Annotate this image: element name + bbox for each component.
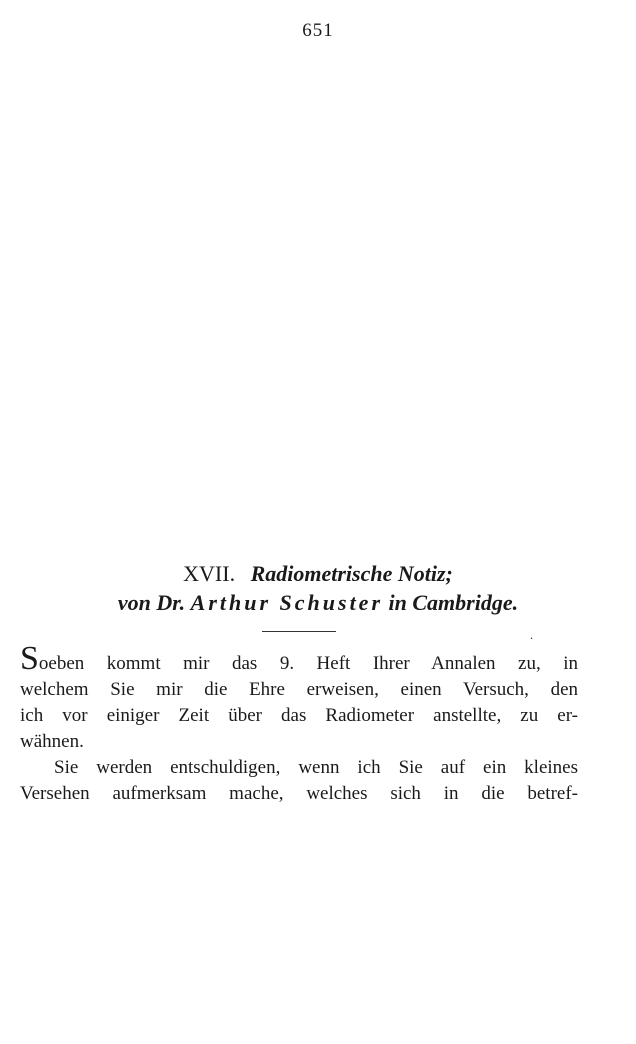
text-line: Soeben kommt mir das 9. Heft Ihrer Annalen zu, in: [20, 640, 578, 677]
page-number: 651: [302, 20, 334, 41]
article-byline: [0, 588, 636, 618]
separator-rule: [262, 631, 336, 632]
article-heading: [0, 560, 636, 618]
byline-prefix: von: [117, 590, 151, 615]
drop-cap: S: [20, 640, 39, 677]
article-title: Radiometrische Notiz;: [250, 561, 453, 586]
article-numeral: XVII.: [183, 561, 236, 586]
paragraph-1: [20, 640, 578, 755]
text-line: Versehen aufmerksam mache, welches sich in die betref-: [20, 783, 578, 804]
article-body: [20, 640, 578, 807]
stray-dot: .: [530, 628, 533, 642]
article-title-line: [0, 560, 636, 588]
text-line: welchem Sie mir die Ehre erweisen, einen Versuch, den: [20, 679, 578, 700]
byline-title: Dr.: [156, 590, 186, 615]
text-line: Sie werden entschuldigen, wenn ich Sie auf ein kleines: [54, 757, 578, 778]
text-line: ich vor einiger Zeit über das Radiometer anstellte, zu er-: [20, 705, 578, 726]
text-line: wähnen.: [20, 731, 84, 752]
byline-author: Arthur Schuster: [190, 590, 384, 615]
paragraph-2: [20, 755, 578, 807]
byline-suffix: in Cambridge.: [388, 590, 519, 615]
